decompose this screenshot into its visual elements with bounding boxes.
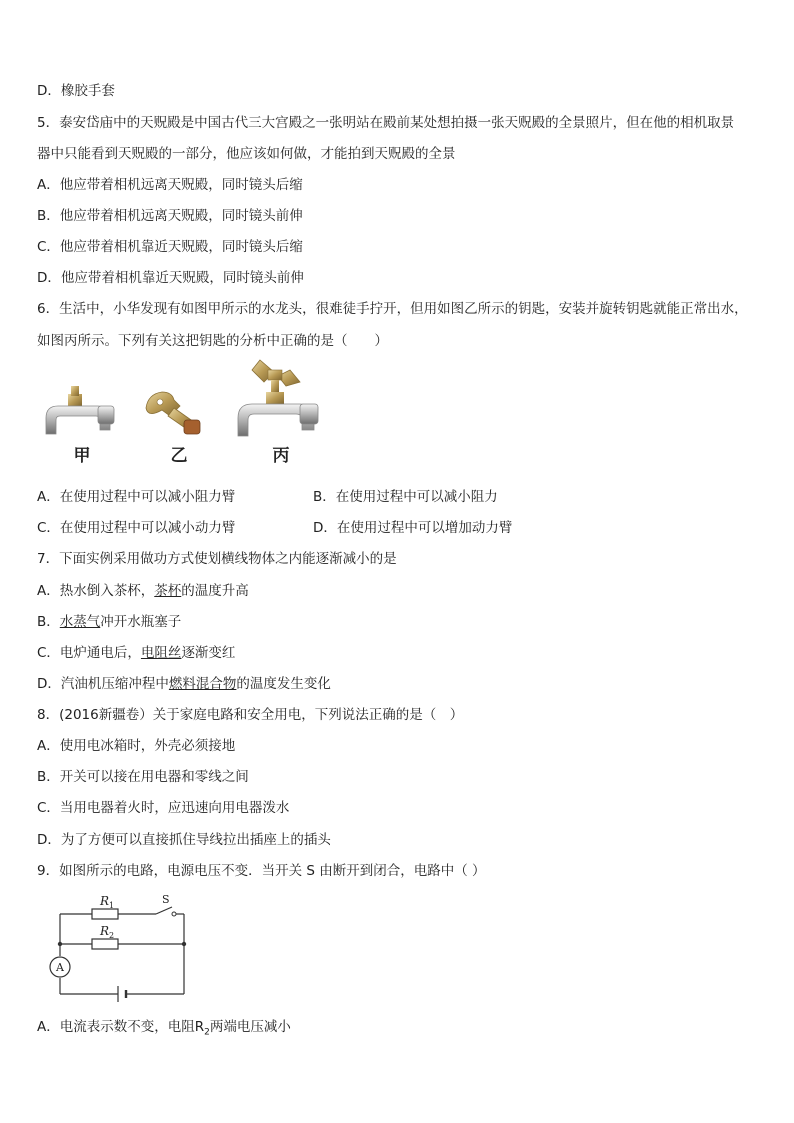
figure-label-yi: 乙 bbox=[170, 446, 188, 466]
q6-option-d: D．在使用过程中可以增加动力臂 bbox=[313, 520, 513, 536]
q7-option-d bbox=[37, 675, 331, 693]
q8-option-a: A．使用电冰箱时，外壳必须接地 bbox=[37, 738, 236, 754]
q7-option-c-underlined: 电阻丝 bbox=[140, 645, 182, 661]
faucet-key-figure bbox=[38, 356, 338, 468]
q5-stem-line2: 器中只能看到天贶殿的一部分，他应该如何做，才能拍到天贶殿的全景 bbox=[37, 146, 456, 162]
label-r1-letter: R bbox=[100, 894, 110, 908]
resistor-r2 bbox=[92, 939, 118, 949]
q4-option-d: D．橡胶手套 bbox=[37, 83, 115, 99]
q8-stem: 8．(2016新疆卷）关于家庭电路和安全用电，下列说法正确的是（ ） bbox=[37, 707, 464, 723]
q7-option-a-prefix: A．热水倒入茶杯， bbox=[37, 583, 155, 599]
q6-stem-line1: 6．生活中，小华发现有如图甲所示的水龙头，很难徒手拧开，但用如图乙所示的钥匙，安装并旋转钥匙就能正常出水， bbox=[37, 301, 748, 317]
q8-option-c: C．当用电器着火时，应迅速向用电器泼水 bbox=[37, 800, 290, 816]
q7-option-d-underlined: 燃料混合物 bbox=[168, 676, 237, 692]
q7-option-d-suffix: 的温度发生变化 bbox=[236, 676, 331, 692]
q8-option-b: B．开关可以接在用电器和零线之间 bbox=[37, 769, 249, 785]
label-r2-letter: R bbox=[100, 924, 110, 938]
q7-option-b-prefix: B． bbox=[37, 614, 60, 630]
figure-label-jia: 甲 bbox=[73, 446, 91, 466]
label-r1-sub: 1 bbox=[109, 901, 115, 910]
circuit-diagram bbox=[44, 890, 194, 1002]
q7-option-c bbox=[37, 644, 235, 662]
q9-option-a-subscript: 2 bbox=[204, 1027, 210, 1038]
q9-option-a-suffix: 两端电压减小 bbox=[209, 1019, 291, 1035]
q5-option-c: C．他应带着相机靠近天贶殿，同时镜头后缩 bbox=[37, 239, 303, 255]
q7-option-b bbox=[37, 613, 181, 631]
q7-option-c-suffix: 逐渐变红 bbox=[181, 645, 236, 661]
figure-label-bing: 丙 bbox=[272, 446, 290, 466]
q9-option-a-prefix: A．电流表示数不变，电阻R bbox=[37, 1019, 205, 1035]
q7-option-a bbox=[37, 582, 249, 600]
q6-stem-line2: 如图丙所示。下列有关这把钥匙的分析中正确的是（ ） bbox=[37, 333, 388, 349]
key-yi-image bbox=[146, 392, 200, 434]
label-switch: S bbox=[162, 893, 170, 906]
label-r1 bbox=[99, 894, 114, 910]
label-r2 bbox=[99, 924, 114, 940]
resistor-r1 bbox=[92, 909, 118, 919]
q5-stem-line1: 5．泰安岱庙中的天贶殿是中国古代三大宫殿之一张明站在殿前某处想拍摄一张天贶殿的全景照片，但在他的相机取景 bbox=[37, 115, 735, 131]
q5-option-d: D．他应带着相机靠近天贶殿，同时镜头前伸 bbox=[37, 270, 304, 286]
q7-option-a-underlined: 茶杯 bbox=[154, 583, 182, 599]
switch-s bbox=[156, 907, 172, 914]
q9-stem: 9．如图所示的电路，电源电压不变．当开关 S 由断开到闭合，电路中（ ） bbox=[37, 863, 486, 879]
q7-stem: 7．下面实例采用做功方式使划横线物体之内能逐渐减小的是 bbox=[37, 551, 397, 567]
q6-option-b: B．在使用过程中可以减小阻力 bbox=[313, 489, 498, 505]
ammeter-label: A bbox=[56, 961, 64, 974]
q7-option-b-suffix: 冲开水瓶塞子 bbox=[100, 614, 182, 630]
q7-option-a-suffix: 的温度升高 bbox=[181, 583, 249, 599]
q7-option-c-prefix: C．电炉通电后， bbox=[37, 645, 141, 661]
q5-option-a: A．他应带着相机远离天贶殿，同时镜头后缩 bbox=[37, 177, 303, 193]
label-r2-sub: 2 bbox=[109, 931, 115, 940]
q9-option-a bbox=[37, 1018, 291, 1042]
q5-option-b: B．他应带着相机远离天贶殿，同时镜头前伸 bbox=[37, 208, 303, 224]
q6-option-c: C．在使用过程中可以减小动力臂 bbox=[37, 520, 236, 536]
faucet-bing-image bbox=[238, 360, 318, 436]
faucet-jia-image bbox=[46, 386, 114, 434]
q7-option-b-underlined: 水蒸气 bbox=[59, 614, 101, 630]
q8-option-d: D．为了方便可以直接抓住导线拉出插座上的插头 bbox=[37, 832, 331, 848]
q6-option-a: A．在使用过程中可以减小阻力臂 bbox=[37, 489, 236, 505]
q7-option-d-prefix: D．汽油机压缩冲程中 bbox=[37, 676, 169, 692]
